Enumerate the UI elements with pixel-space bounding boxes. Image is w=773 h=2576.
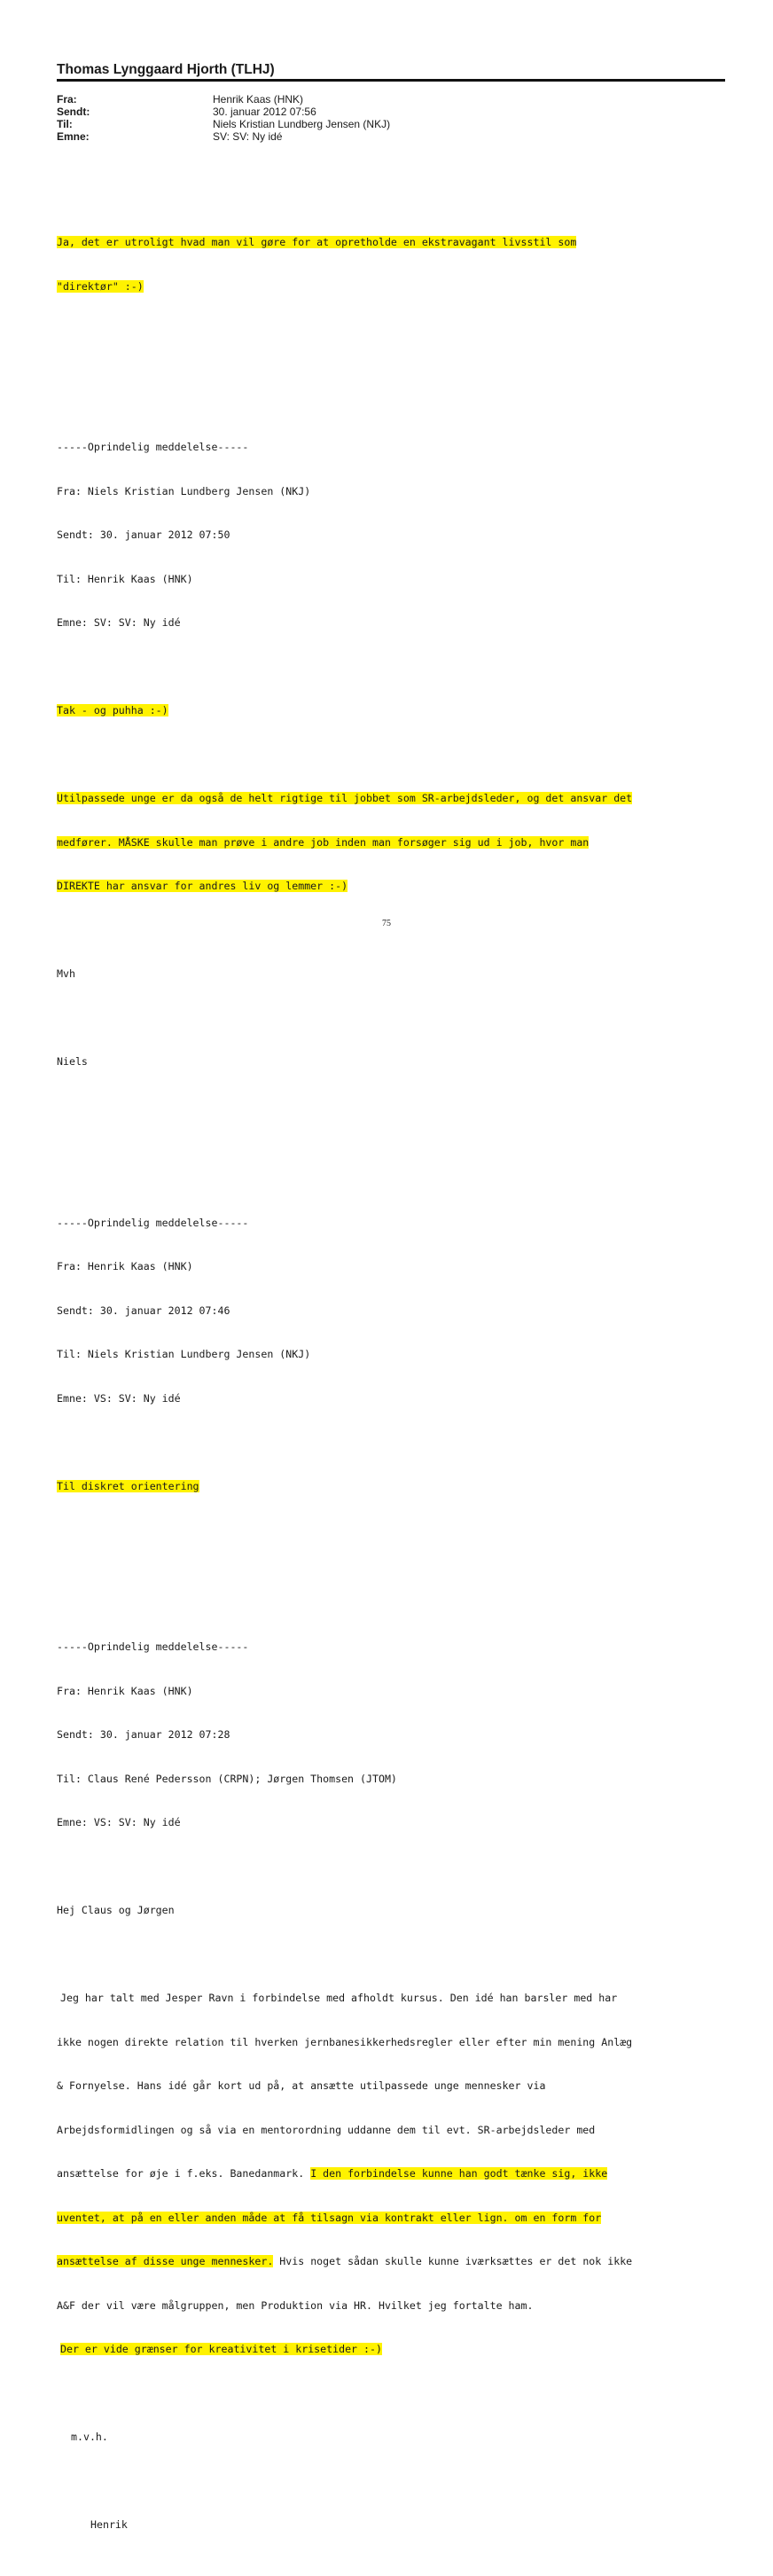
meta-from-label: Fra: (57, 93, 77, 106)
paragraph-line: Utilpassede unge er da også de helt rigtige til jobbet som SR-arbejdsleder, og det ansvar det (57, 792, 633, 804)
header-divider (57, 79, 725, 82)
meta-row-to (57, 118, 390, 130)
email-meta (57, 93, 390, 143)
meta-subject-label: Emne: (57, 130, 90, 143)
meta-row-sent (57, 106, 390, 118)
quoted-subject: Emne: VS: SV: Ny idé (57, 1816, 181, 1828)
signature-line: Henrik (90, 2518, 128, 2531)
document-header-name: Thomas Lynggaard Hjorth (TLHJ) (57, 62, 275, 77)
quoted-subject: Emne: SV: SV: Ny idé (57, 616, 181, 629)
meta-sent-label: Sendt: (57, 106, 90, 118)
quoted-subject: Emne: VS: SV: Ny idé (57, 1391, 181, 1405)
highlighted-text: Der er vide grænser for kreativitet i krisetider :-) (60, 2343, 382, 2355)
quoted-from: Fra: Henrik Kaas (HNK) (57, 1684, 193, 1697)
original-message-separator: -----Oprindelig meddelelse----- (57, 1216, 249, 1229)
highlighted-text: uventet, at på en eller anden måde at få tilsagn via kontrakt eller lign. om en form for (57, 2211, 602, 2224)
email-body (57, 176, 730, 2576)
body-line: ikke nogen direkte relation til hverken jernbanesikkerhedsregler eller efter min mening Anlæg (57, 2035, 633, 2048)
reply-paragraph (57, 206, 730, 323)
body-line: Jeg har talt med Jesper Ravn i forbindelse med afholdt kursus. Den idé han barsler med har (60, 1992, 618, 2004)
quoted-to: Til: Niels Kristian Lundberg Jensen (NKJ) (57, 1348, 311, 1360)
quoted-to: Til: Claus René Pedersson (CRPN); Jørgen Thomsen (JTOM) (57, 1772, 397, 1785)
quoted-sent: Sendt: 30. januar 2012 07:46 (57, 1304, 230, 1317)
note-line: Til diskret orientering (57, 1479, 199, 1492)
body-line (57, 2166, 730, 2181)
quoted-from: Fra: Niels Kristian Lundberg Jensen (NKJ) (57, 484, 311, 497)
meta-to-value: Niels Kristian Lundberg Jensen (NKJ) (213, 118, 391, 130)
quoted-message-3 (57, 1610, 730, 2562)
body-line: A&F der vil være målgruppen, men Produktion via HR. Hvilket jeg fortalte ham. (57, 2298, 534, 2312)
body-line: Arbejdsformidlingen og så via en mentorordning uddanne dem til evt. SR-arbejdsleder med (57, 2123, 596, 2136)
closing-line: m.v.h. (71, 2431, 108, 2443)
meta-to-label: Til: (57, 118, 73, 130)
signature-line: Niels (57, 1055, 88, 1068)
paragraph-line: DIREKTE har ansvar for andres liv og lemmer :-) (57, 880, 348, 892)
highlighted-text: ansættelse af disse unge mennesker. (57, 2255, 274, 2267)
body-line (57, 2254, 730, 2269)
reply-line: "direktør" :-) (57, 279, 144, 293)
quoted-from: Fra: Henrik Kaas (HNK) (57, 1260, 193, 1272)
greeting-line: Hej Claus og Jørgen (57, 1904, 175, 1916)
quoted-message-2 (57, 1186, 730, 1523)
thanks-line: Tak - og puhha :-) (57, 704, 168, 716)
reply-line: Ja, det er utroligt hvad man vil gøre for at opretholde en ekstravagant livsstil som (57, 236, 577, 248)
paragraph-line: medfører. MÅSKE skulle man prøve i andre job inden man forsøger sig ud i job, hvor man (57, 835, 590, 849)
original-message-separator: -----Oprindelig meddelelse----- (57, 441, 249, 453)
quoted-message-1 (57, 411, 730, 1099)
quoted-sent: Sendt: 30. januar 2012 07:50 (57, 529, 230, 541)
meta-row-from (57, 93, 390, 106)
quoted-to: Til: Henrik Kaas (HNK) (57, 572, 193, 585)
body-line: & Fornyelse. Hans idé går kort ud på, at ansætte utilpassede unge mennesker via (57, 2079, 546, 2092)
meta-subject-value: SV: SV: Ny idé (213, 130, 283, 143)
original-message-separator: -----Oprindelig meddelelse----- (57, 1640, 249, 1653)
body-text: Hvis noget sådan skulle kunne iværksættes er det nok ikke (273, 2255, 633, 2267)
body-text: ansættelse for øje i f.eks. Banedanmark. (57, 2167, 311, 2180)
meta-sent-value: 30. januar 2012 07:56 (213, 106, 316, 118)
body-line (57, 2211, 730, 2226)
meta-row-subject (57, 130, 390, 143)
meta-from-value: Henrik Kaas (HNK) (213, 93, 304, 106)
highlighted-text: I den forbindelse kunne han godt tænke sig, ikke (310, 2167, 608, 2180)
body-line (57, 2342, 730, 2357)
page-number: 75 (382, 919, 391, 928)
regards-line: Mvh (57, 967, 75, 980)
quoted-sent: Sendt: 30. januar 2012 07:28 (57, 1728, 230, 1741)
